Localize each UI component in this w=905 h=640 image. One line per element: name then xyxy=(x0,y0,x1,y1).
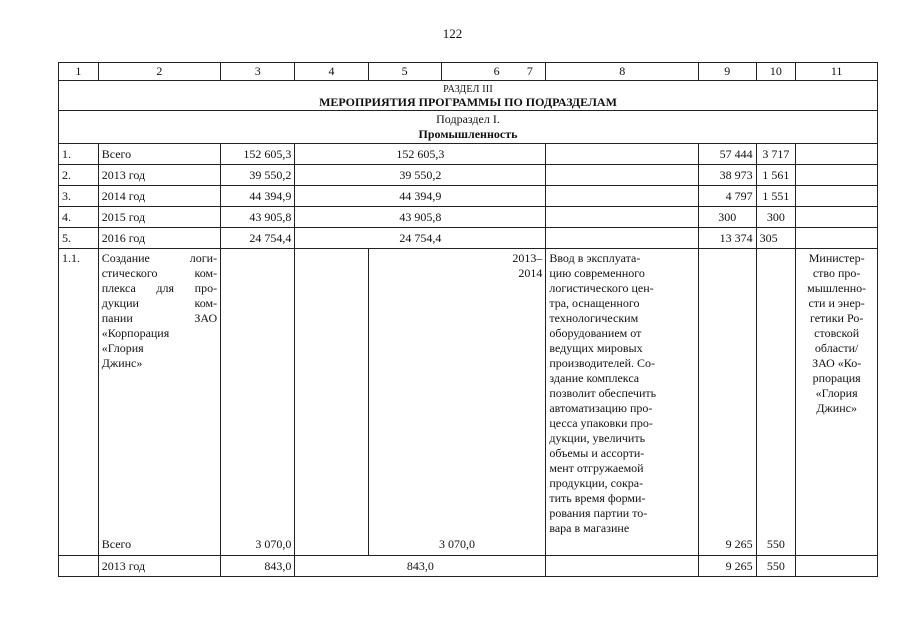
program-table xyxy=(58,62,878,577)
subsection-title: Промышленность xyxy=(418,127,518,141)
empty-col-8 xyxy=(546,228,699,249)
col-header-1: 1 xyxy=(59,63,99,81)
value-col-9: 57 444 xyxy=(699,144,757,165)
col-header-3: 3 xyxy=(221,63,295,81)
value-col-6: 44 394,9 xyxy=(295,186,546,207)
value-col-10: 3 717 xyxy=(756,144,796,165)
table-row xyxy=(59,207,878,228)
item-total-col-6: 3 070,0 xyxy=(438,537,475,551)
item-name-line: стического ком- xyxy=(101,266,218,280)
item-total-col-3: 3 070,0 xyxy=(255,537,292,551)
subsection-heading-row xyxy=(59,111,878,144)
item-number: 1.1. xyxy=(59,249,99,556)
value-col-9: 300 xyxy=(699,207,757,228)
empty-col-8 xyxy=(546,165,699,186)
item-name-line: дукции ком- xyxy=(101,296,218,310)
value-col-3: 843,0 xyxy=(221,556,295,577)
row-label: Всего xyxy=(98,144,220,165)
empty-col-11 xyxy=(796,207,878,228)
row-number: 1. xyxy=(59,144,99,165)
item-name xyxy=(102,251,217,371)
value-col-3: 39 550,2 xyxy=(221,165,295,186)
item-name-line: Создание логи- xyxy=(101,251,218,265)
empty-col-11 xyxy=(796,556,878,577)
item-name-line: «Корпорация xyxy=(101,326,170,340)
col-header-4: 4 xyxy=(295,63,368,81)
subsection-label: Подраздел I. xyxy=(436,112,500,126)
empty-col-8 xyxy=(546,556,699,577)
item-responsible: Министер- ство про- мышленно- сти и энер- гетики Ро- стовской области/ ЗАО «Ко- рпорация «Глория Джинс» xyxy=(796,249,878,556)
item-row xyxy=(59,249,878,556)
col-header-6: 6 xyxy=(441,63,514,81)
value-col-9: 38 973 xyxy=(699,165,757,186)
table-row xyxy=(59,165,878,186)
item-col-9 xyxy=(699,249,757,556)
row-number xyxy=(59,556,99,577)
empty-col-8 xyxy=(546,207,699,228)
section-title: МЕРОПРИЯТИЯ ПРОГРАММЫ ПО ПОДРАЗДЕЛАМ xyxy=(319,94,617,109)
col-header-9: 9 xyxy=(699,63,757,81)
value-col-10: 305 xyxy=(756,228,796,249)
value-col-10: 1 561 xyxy=(756,165,796,186)
row-number: 5. xyxy=(59,228,99,249)
table-row xyxy=(59,228,878,249)
item-name-line: «Глория xyxy=(101,341,144,355)
item-description: Ввод в эксплуата- цию современного логистического цен- тра, оснащенного технологическим оборудованием от ведущих мировых производителей. Со- здание комплекса позволит обеспечить автоматизацию про- цесса упаковки про- дукции, увеличить объемы и ассорти- мент отгружаемой продукции, сокра- тить время форми- рования партии то- вара в магазине xyxy=(546,249,699,556)
item-period: 2013– 2014 xyxy=(512,251,543,280)
col-header-11: 11 xyxy=(796,63,878,81)
value-col-10: 550 xyxy=(756,556,796,577)
item-total-col-9: 9 265 xyxy=(725,537,753,551)
item-name-line: Джинс» xyxy=(101,356,143,370)
row-number: 2. xyxy=(59,165,99,186)
item-total-label: Всего xyxy=(101,537,132,551)
value-col-10: 300 xyxy=(756,207,796,228)
empty-col-11 xyxy=(796,144,878,165)
value-col-6: 43 905,8 xyxy=(295,207,546,228)
value-col-9: 13 374 xyxy=(699,228,757,249)
row-number: 3. xyxy=(59,186,99,207)
section-label: РАЗДЕЛ III xyxy=(443,83,493,95)
item-name-line: плекса для про- xyxy=(101,281,218,295)
col-header-2: 2 xyxy=(98,63,220,81)
value-col-3: 24 754,4 xyxy=(221,228,295,249)
row-label: 2015 год xyxy=(98,207,220,228)
empty-col-11 xyxy=(796,165,878,186)
empty-col-8 xyxy=(546,186,699,207)
page-number: 122 xyxy=(442,26,463,41)
col-header-10: 10 xyxy=(756,63,796,81)
col-header-8: 8 xyxy=(546,63,699,81)
row-label: 2016 год xyxy=(98,228,220,249)
value-col-3: 152 605,3 xyxy=(221,144,295,165)
row-label: 2014 год xyxy=(98,186,220,207)
item-col-5-7 xyxy=(368,249,546,556)
item-name-line: пании ЗАО xyxy=(101,311,218,325)
value-col-6: 152 605,3 xyxy=(295,144,546,165)
table-row xyxy=(59,144,878,165)
item-col-4 xyxy=(295,249,368,556)
value-col-3: 44 394,9 xyxy=(221,186,295,207)
row-number: 4. xyxy=(59,207,99,228)
empty-col-11 xyxy=(796,228,878,249)
item-col-3 xyxy=(221,249,295,556)
value-col-9: 9 265 xyxy=(699,556,757,577)
item-total-col-10: 550 xyxy=(766,537,785,551)
value-col-6: 39 550,2 xyxy=(295,165,546,186)
value-col-6: 843,0 xyxy=(295,556,546,577)
value-col-10: 1 551 xyxy=(756,186,796,207)
item-col-10 xyxy=(756,249,796,556)
col-header-5: 5 xyxy=(368,63,441,81)
row-label: 2013 год xyxy=(98,165,220,186)
column-number-row xyxy=(59,63,878,81)
table-row xyxy=(59,186,878,207)
value-col-6: 24 754,4 xyxy=(295,228,546,249)
row-label: 2013 год xyxy=(98,556,220,577)
col-header-7: 7 xyxy=(514,63,545,81)
empty-col-8 xyxy=(546,144,699,165)
table-row xyxy=(59,556,878,577)
value-col-9: 4 797 xyxy=(699,186,757,207)
section-heading-row xyxy=(59,81,878,111)
empty-col-11 xyxy=(796,186,878,207)
item-name-cell xyxy=(98,249,220,556)
value-col-3: 43 905,8 xyxy=(221,207,295,228)
